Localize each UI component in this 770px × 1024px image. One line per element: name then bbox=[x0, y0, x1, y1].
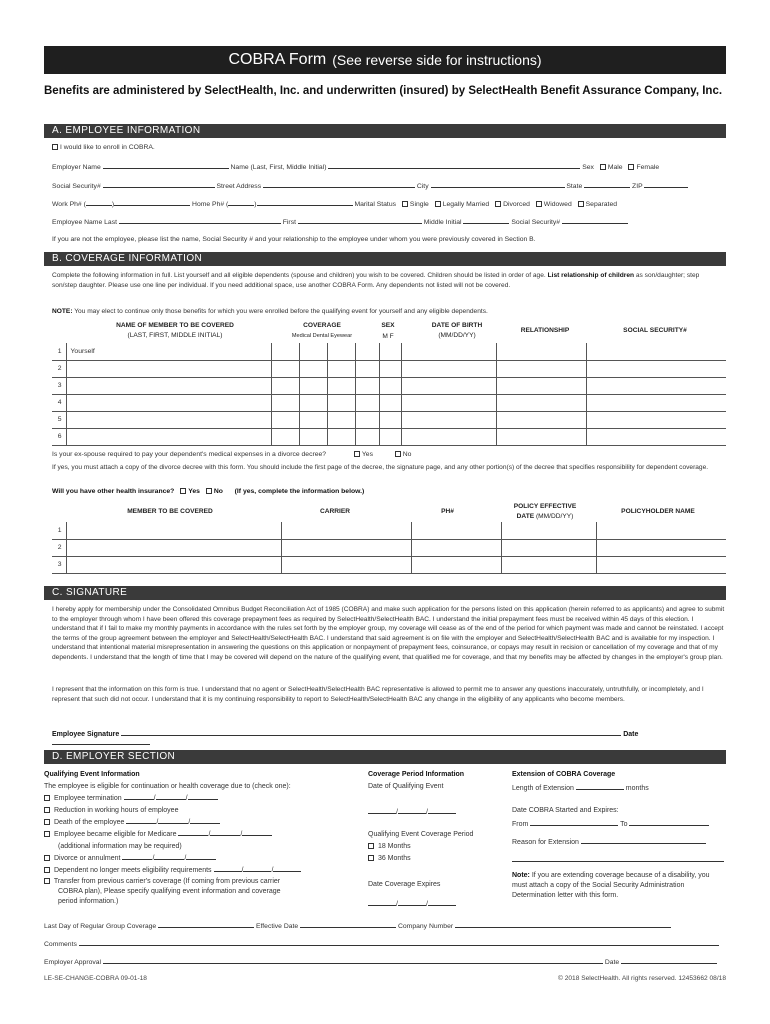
qe-date-dd[interactable] bbox=[398, 807, 426, 814]
other-insurance-note: (If yes, complete the information below.) bbox=[234, 488, 365, 495]
qe-dependent-mm[interactable] bbox=[214, 865, 242, 872]
last-day-field[interactable] bbox=[158, 921, 254, 928]
divorced-label: Divorced bbox=[503, 201, 530, 208]
qe-termination-mm[interactable] bbox=[124, 793, 154, 800]
qe-medicare: Employee became eligible for Medicare / / bbox=[44, 829, 359, 841]
header-policyholder: POLICYHOLDER NAME bbox=[621, 508, 695, 515]
qe-medicare-checkbox[interactable] bbox=[44, 831, 50, 837]
divorce-note: If yes, you must attach a copy of the divorce decree with this form. You should include the first page of the decree, the signature page, and any other portion(s) of the decree that specifies responsibility for dependent coverage. bbox=[52, 464, 709, 471]
dependent-field-cell[interactable] bbox=[299, 343, 327, 360]
signature-paragraph-1: I hereby apply for membership under the Consolidated Omnibus Budget Reconciliation Act of 1985 (COBRA) and make such application for the persons listed on this application (herein referred to as applicants) and agree to submit to the employer through whom I have been offered this coverage prepayment fees as required by SelectHealth/SelectHealth BAC. I understand the initial prepayment fees must be received within 45 days of this election. I understand that if I fail to make my monthly payments in accordance with the rules set forth by the employer group, my coverage will cease as of the end of the period for which payment was made and cannot be reinstated. I accept the terms of the group agreement between the employer and SelectHealth/SelectHealth BAC. I understand that said agreement is on file with the employer and SelectHealth/SelectHealth BAC and is available for my inspection. I understand that intentional material misrepresentation in answering the questions on this application or nonpayment of prepayment fees, coinsurance, or copays may result in recision or cancellation of my coverage and that of my dependents. I understand that the length of time that I may be covered will depend on the nature of the qualifying event, that qualified me for coverage, and that my benefits may be affected by changes in the employer's group plan. bbox=[52, 606, 725, 661]
ex-spouse-no-label: No bbox=[402, 451, 412, 458]
qe-divorce-mm[interactable] bbox=[122, 853, 152, 860]
qe-divorce-dd[interactable] bbox=[154, 853, 184, 860]
dependent-name-cell[interactable] bbox=[66, 377, 271, 394]
extension-length-field[interactable] bbox=[576, 783, 624, 790]
period-18-checkbox[interactable] bbox=[368, 843, 374, 849]
dependent-field-cell[interactable] bbox=[271, 377, 299, 394]
zip-label: ZIP bbox=[632, 183, 643, 190]
insurance-row-number: 2 bbox=[52, 539, 66, 556]
extension-reason-field[interactable] bbox=[581, 837, 706, 844]
dependent-field-cell[interactable] bbox=[496, 377, 586, 394]
dependent-field-cell[interactable] bbox=[379, 343, 401, 360]
widowed-label: Widowed bbox=[543, 201, 572, 208]
approval-date-field[interactable] bbox=[621, 957, 717, 964]
ex-spouse-no-checkbox[interactable] bbox=[395, 451, 401, 457]
extension-from-label: From bbox=[512, 821, 529, 828]
header-policy-date bbox=[500, 513, 590, 520]
note-text: You may elect to continue only those benefits for which you were enrolled before the qualifying event for yourself and any eligible dependents. bbox=[74, 308, 488, 315]
qualifying-event-date-row: / / bbox=[368, 807, 503, 819]
extension-reason-row bbox=[512, 837, 726, 849]
dependent-field-cell[interactable] bbox=[355, 394, 379, 411]
employee-ssn-field[interactable] bbox=[562, 217, 628, 224]
approval-date-label: Date bbox=[604, 959, 620, 966]
dependent-row-number: 1 bbox=[52, 343, 66, 360]
qe-dependent-label: Dependent no longer meets eligibility requirements bbox=[53, 867, 212, 874]
header-ssn: SOCIAL SECURITY# bbox=[623, 327, 687, 334]
employee-first-label: First bbox=[282, 219, 296, 226]
extension-note-label: Note: bbox=[512, 872, 530, 879]
dependent-name-cell[interactable] bbox=[66, 428, 271, 445]
work-area-code-field[interactable] bbox=[86, 199, 112, 206]
male-checkbox[interactable] bbox=[600, 164, 606, 170]
qe-medicare-dd[interactable] bbox=[210, 829, 240, 836]
dependent-name-cell[interactable] bbox=[66, 360, 271, 377]
insurance-field-cell[interactable] bbox=[281, 522, 411, 539]
signature-paragraph-2: I represent that the information on this form is true. I understand that no agent or SelectHealth/SelectHealth BAC representative is allowed to permit me to answer any questions inaccurately, untruthfully, or incompletely, and I represent that such did not occur. I understand that it is my continuing responsibility to report to SelectHealth/SelectHealth BAC any change in the eligibility of any applicants who become members. bbox=[52, 686, 704, 703]
other-insurance-row bbox=[52, 488, 726, 495]
dependents-table bbox=[52, 343, 726, 446]
insurance-field-cell[interactable] bbox=[501, 539, 596, 556]
employee-last-field[interactable] bbox=[119, 217, 281, 224]
other-insurance-yes-label: Yes bbox=[188, 488, 200, 495]
section-a-note: If you are not the employee, please list the name, Social Security # and your relationship to the employee under whom you were previously covered in Section B. bbox=[52, 236, 536, 243]
qe-transfer-checkbox[interactable] bbox=[44, 878, 50, 884]
separated-label: Separated bbox=[585, 201, 618, 208]
dependent-field-cell[interactable] bbox=[401, 428, 496, 445]
dependent-name-cell[interactable]: Yourself bbox=[66, 343, 271, 360]
period-18-label: 18 Months bbox=[377, 843, 411, 850]
extension-started-label: Date COBRA Started and Expires: bbox=[512, 807, 619, 814]
dependent-field-cell[interactable] bbox=[401, 394, 496, 411]
dependent-field-cell[interactable] bbox=[355, 428, 379, 445]
qe-death: Death of the employee / / bbox=[44, 817, 359, 829]
employer-approval-field[interactable] bbox=[103, 957, 603, 964]
dependent-row-number: 3 bbox=[52, 377, 66, 394]
insurance-field-cell[interactable] bbox=[281, 556, 411, 573]
dependent-row-number: 5 bbox=[52, 411, 66, 428]
qe-death-dd[interactable] bbox=[158, 817, 188, 824]
city-field[interactable] bbox=[431, 181, 565, 188]
employer-approval-label: Employer Approval bbox=[44, 959, 102, 966]
qe-medicare-mm[interactable] bbox=[178, 829, 208, 836]
dependent-field-cell[interactable] bbox=[327, 394, 355, 411]
insurance-row bbox=[52, 539, 726, 556]
state-label: State bbox=[566, 183, 583, 190]
extension-months-label: months bbox=[625, 785, 649, 792]
dependent-field-cell[interactable] bbox=[299, 411, 327, 428]
dependent-field-cell[interactable] bbox=[401, 377, 496, 394]
dependent-field-cell[interactable] bbox=[299, 377, 327, 394]
married-label: Legally Married bbox=[442, 201, 490, 208]
home-phone-field[interactable] bbox=[257, 199, 353, 206]
single-label: Single bbox=[409, 201, 429, 208]
section-b-intro bbox=[52, 271, 726, 290]
qe-transfer-label: Transfer from previous carrier's coverage (If coming from previous carrier bbox=[53, 878, 281, 885]
dependent-field-cell[interactable] bbox=[586, 428, 726, 445]
insurance-field-cell[interactable] bbox=[66, 539, 281, 556]
dependent-field-cell[interactable] bbox=[379, 377, 401, 394]
name-field[interactable] bbox=[328, 162, 580, 169]
qualifying-event-title: Qualifying Event Information bbox=[44, 771, 140, 778]
employer-approval-row bbox=[44, 957, 726, 966]
coverage-period-column bbox=[368, 769, 503, 911]
dependent-row bbox=[52, 343, 726, 360]
qe-medicare-yy[interactable] bbox=[242, 829, 272, 836]
qe-transfer-line3: period information.) bbox=[58, 898, 119, 905]
insurance-field-cell[interactable] bbox=[596, 556, 726, 573]
insurance-field-cell[interactable] bbox=[596, 522, 726, 539]
extension-reason-label: Reason for Extension bbox=[512, 839, 579, 846]
dependent-field-cell[interactable] bbox=[271, 394, 299, 411]
dependent-row bbox=[52, 377, 726, 394]
company-number-field[interactable] bbox=[455, 921, 671, 928]
qe-medicare-note: (additional information may be required) bbox=[58, 843, 182, 850]
intro-text-1: Complete the following information in full. List yourself and all eligible dependents (spouse and children) you wish to be covered. Children should be listed in order of age. bbox=[52, 272, 546, 279]
dependent-field-cell[interactable] bbox=[327, 377, 355, 394]
dependent-field-cell[interactable] bbox=[299, 394, 327, 411]
dependent-field-cell[interactable] bbox=[271, 411, 299, 428]
marital-status-label: Marital Status bbox=[354, 201, 397, 208]
insurance-row-number: 3 bbox=[52, 556, 66, 573]
dependent-field-cell[interactable] bbox=[586, 377, 726, 394]
qualifying-event-column bbox=[44, 769, 359, 907]
header-ins-ph: PH# bbox=[441, 508, 454, 515]
street-field[interactable] bbox=[263, 181, 415, 188]
extension-to-field[interactable] bbox=[629, 819, 709, 826]
dependent-field-cell[interactable] bbox=[496, 360, 586, 377]
qe-medicare-label: Employee became eligible for Medicare bbox=[53, 831, 177, 838]
qe-termination-label: Employee termination bbox=[53, 795, 122, 802]
header-coverage: COVERAGE bbox=[303, 322, 341, 329]
employee-first-field[interactable] bbox=[298, 217, 422, 224]
ex-spouse-yes-checkbox[interactable] bbox=[354, 451, 360, 457]
period-36-checkbox[interactable] bbox=[368, 855, 374, 861]
dependent-field-cell[interactable] bbox=[327, 428, 355, 445]
intro-bold: List relationship of children bbox=[547, 272, 635, 279]
enroll-row bbox=[52, 144, 726, 151]
dependent-field-cell[interactable] bbox=[496, 343, 586, 360]
comments-row bbox=[44, 939, 726, 948]
period-36-label: 36 Months bbox=[377, 855, 411, 862]
married-checkbox[interactable] bbox=[435, 201, 441, 207]
qe-divorce-label: Divorce or annulment bbox=[53, 855, 121, 862]
dependent-field-cell[interactable] bbox=[379, 360, 401, 377]
street-label: Street Address bbox=[216, 183, 262, 190]
insurance-row bbox=[52, 522, 726, 539]
insurance-field-cell[interactable] bbox=[281, 539, 411, 556]
policy-date-word: DATE bbox=[516, 513, 535, 520]
insurance-field-cell[interactable] bbox=[411, 556, 501, 573]
benefits-statement: Benefits are administered by SelectHealth, Inc. and underwritten (insured) by SelectHealth Benefit Assurance Company, Inc. bbox=[44, 85, 723, 97]
work-phone-field[interactable] bbox=[114, 199, 190, 206]
qe-divorce-yy[interactable] bbox=[186, 853, 216, 860]
other-insurance-no-checkbox[interactable] bbox=[206, 488, 212, 494]
separated-checkbox[interactable] bbox=[578, 201, 584, 207]
qe-dependent: Dependent no longer meets eligibility requirements / / bbox=[44, 865, 359, 877]
dependent-field-cell[interactable] bbox=[401, 411, 496, 428]
state-field[interactable] bbox=[584, 181, 630, 188]
qe-termination-dd[interactable] bbox=[156, 793, 186, 800]
dependent-field-cell[interactable] bbox=[379, 428, 401, 445]
dependent-name-cell[interactable] bbox=[66, 411, 271, 428]
comments-field[interactable] bbox=[79, 939, 719, 946]
employee-middle-label: Middle Initial bbox=[423, 219, 462, 226]
dependent-field-cell[interactable] bbox=[327, 360, 355, 377]
header-sex-sub: M F bbox=[382, 333, 394, 340]
period-36-row bbox=[368, 853, 503, 865]
work-phone-label: Work Ph# ( bbox=[52, 201, 86, 208]
other-insurance-yes-checkbox[interactable] bbox=[180, 488, 186, 494]
form-title: COBRA Form bbox=[228, 51, 327, 68]
dependent-field-cell[interactable] bbox=[299, 428, 327, 445]
qe-dependent-checkbox[interactable] bbox=[44, 867, 50, 873]
insurance-field-cell[interactable] bbox=[411, 522, 501, 539]
extension-length-row bbox=[512, 783, 726, 795]
section-d-heading: D. EMPLOYER SECTION bbox=[44, 750, 726, 764]
dependent-field-cell[interactable] bbox=[379, 411, 401, 428]
qe-death-checkbox[interactable] bbox=[44, 819, 50, 825]
coverage-expires-label: Date Coverage Expires bbox=[368, 881, 441, 888]
employee-signature-row bbox=[52, 729, 726, 747]
widowed-checkbox[interactable] bbox=[536, 201, 542, 207]
form-subtitle: (See reverse side for instructions) bbox=[332, 52, 542, 68]
female-label: Female bbox=[636, 164, 660, 171]
qe-termination: Employee termination / / bbox=[44, 793, 359, 805]
header-coverage-sub: Medical Dental Eyewear bbox=[291, 333, 353, 339]
header-policy-effective: POLICY EFFECTIVE bbox=[513, 503, 577, 510]
employee-name-row bbox=[52, 217, 726, 226]
qe-death-mm[interactable] bbox=[126, 817, 156, 824]
signature-date-label: Date bbox=[623, 731, 639, 738]
expires-yy[interactable] bbox=[428, 899, 456, 906]
dependent-field-cell[interactable] bbox=[379, 394, 401, 411]
qe-termination-yy[interactable] bbox=[188, 793, 218, 800]
dependent-field-cell[interactable] bbox=[355, 343, 379, 360]
qe-death-label: Death of the employee bbox=[53, 819, 125, 826]
dependent-row bbox=[52, 428, 726, 445]
insurance-field-cell[interactable] bbox=[411, 539, 501, 556]
dependent-row bbox=[52, 360, 726, 377]
qe-dependent-dd[interactable] bbox=[243, 865, 271, 872]
last-day-label: Last Day of Regular Group Coverage bbox=[44, 923, 157, 930]
dependent-field-cell[interactable] bbox=[355, 377, 379, 394]
intro-text-2: as son/daughter; step son/step daughter. Please use one line per individual. If you need additional space, use another COBRA Form. Any dependents not listed will not be covered. bbox=[52, 272, 700, 289]
dependent-row-number: 6 bbox=[52, 428, 66, 445]
extension-from-to-row bbox=[512, 819, 726, 831]
coverage-expires-row: / / bbox=[368, 899, 503, 911]
insurance-field-cell[interactable] bbox=[501, 556, 596, 573]
qe-reduction bbox=[44, 805, 359, 817]
qe-date-mm[interactable] bbox=[368, 807, 396, 814]
dependent-field-cell[interactable] bbox=[401, 360, 496, 377]
header-ins-member: MEMBER TO BE COVERED bbox=[127, 508, 213, 515]
other-insurance-table bbox=[52, 522, 726, 574]
extension-note bbox=[512, 871, 726, 901]
zip-field[interactable] bbox=[644, 181, 688, 188]
header-relationship: RELATIONSHIP bbox=[520, 327, 570, 334]
insurance-field-cell[interactable] bbox=[66, 556, 281, 573]
header-dob: DATE OF BIRTH bbox=[431, 322, 483, 329]
dependent-field-cell[interactable] bbox=[496, 411, 586, 428]
dependent-field-cell[interactable] bbox=[327, 411, 355, 428]
coverage-period-title: Coverage Period Information bbox=[368, 771, 465, 778]
dependent-field-cell[interactable] bbox=[299, 360, 327, 377]
footer-copyright: © 2018 SelectHealth. All rights reserved. 12453662 08/18 bbox=[558, 975, 726, 982]
dependent-row-number: 4 bbox=[52, 394, 66, 411]
home-phone-label: Home Ph# ( bbox=[192, 201, 229, 208]
employer-name-row bbox=[52, 162, 726, 171]
qe-reduction-label: Reduction in working hours of employee bbox=[53, 807, 179, 814]
qe-coverage-period-label: Qualifying Event Coverage Period bbox=[368, 831, 474, 838]
name-label: Name (Last, First, Middle Initial) bbox=[230, 164, 327, 171]
dependent-field-cell[interactable] bbox=[271, 428, 299, 445]
extension-to-label: To bbox=[620, 821, 628, 828]
dependent-field-cell[interactable] bbox=[355, 360, 379, 377]
last-day-row bbox=[44, 921, 726, 930]
qe-transfer bbox=[44, 877, 359, 887]
header-dob-sub: (MM/DD/YY) bbox=[438, 332, 476, 339]
other-insurance-no-label: No bbox=[213, 488, 223, 495]
employee-signature-field[interactable] bbox=[121, 729, 621, 736]
qe-divorce-checkbox[interactable] bbox=[44, 855, 50, 861]
other-insurance-question: Will you have other health insurance? bbox=[52, 488, 175, 495]
dependent-field-cell[interactable] bbox=[355, 411, 379, 428]
city-label: City bbox=[416, 183, 429, 190]
dependent-field-cell[interactable] bbox=[496, 394, 586, 411]
qe-divorce: Divorce or annulment / / bbox=[44, 853, 359, 865]
dependent-field-cell[interactable] bbox=[586, 411, 726, 428]
ssn-label: Social Security# bbox=[52, 183, 101, 190]
employer-name-field[interactable] bbox=[103, 162, 229, 169]
qe-transfer-line2: COBRA plan), Please specify qualifying event information and coverage bbox=[58, 888, 281, 895]
extension-column bbox=[512, 769, 726, 901]
dependent-field-cell[interactable] bbox=[586, 360, 726, 377]
extension-title: Extension of COBRA Coverage bbox=[512, 771, 616, 778]
dependent-field-cell[interactable] bbox=[586, 343, 726, 360]
ex-spouse-question: Is your ex-spouse required to pay your dependent's medical expenses in a divorce decree? bbox=[52, 451, 327, 458]
dependent-field-cell[interactable] bbox=[327, 343, 355, 360]
insurance-field-cell[interactable] bbox=[501, 522, 596, 539]
dependent-field-cell[interactable] bbox=[401, 343, 496, 360]
section-b-note bbox=[52, 307, 726, 317]
phone-row: Work Ph# ( ) Home Ph# ( ) Marital Status Single Legally Married Divorced Widowed Separated bbox=[52, 201, 618, 208]
dependent-name-cell[interactable] bbox=[66, 394, 271, 411]
header-member-name-sub: (LAST, FIRST, MIDDLE INITIAL) bbox=[127, 332, 223, 339]
header-member-name: NAME OF MEMBER TO BE COVERED bbox=[116, 322, 234, 329]
dependent-row bbox=[52, 394, 726, 411]
extension-from-field[interactable] bbox=[530, 819, 618, 826]
dependent-row bbox=[52, 411, 726, 428]
company-number-label: Company Number bbox=[397, 923, 454, 930]
qualifying-event-intro: The employee is eligible for continuation or health coverage due to (check one): bbox=[44, 783, 291, 790]
ex-spouse-row bbox=[52, 451, 726, 458]
enroll-label: I would like to enroll in COBRA. bbox=[60, 144, 155, 151]
extension-reason-field-2[interactable] bbox=[512, 855, 724, 862]
address-row bbox=[52, 181, 726, 190]
sex-label: Sex bbox=[582, 164, 594, 171]
insurance-row bbox=[52, 556, 726, 573]
insurance-field-cell[interactable] bbox=[66, 522, 281, 539]
male-label: Male bbox=[607, 164, 623, 171]
employee-middle-field[interactable] bbox=[463, 217, 509, 224]
dependent-field-cell[interactable] bbox=[271, 360, 299, 377]
extension-note-text: If you are extending coverage because of a disability, you must attach a copy of the Social Security Administration Determination letter with this form. bbox=[512, 872, 710, 899]
form-title-bar bbox=[44, 46, 726, 74]
dependent-field-cell[interactable] bbox=[271, 343, 299, 360]
qe-termination-checkbox[interactable] bbox=[44, 795, 50, 801]
employee-signature-label: Employee Signature bbox=[52, 731, 120, 738]
enroll-checkbox[interactable] bbox=[52, 144, 58, 150]
qe-date-yy[interactable] bbox=[428, 807, 456, 814]
header-ins-carrier: CARRIER bbox=[319, 508, 351, 515]
employee-last-label: Employee Name Last bbox=[52, 219, 117, 226]
expires-mm[interactable] bbox=[368, 899, 396, 906]
qualifying-event-date-label: Date of Qualifying Event bbox=[368, 783, 444, 790]
header-sex: SEX bbox=[381, 322, 395, 329]
extension-length-label: Length of Extension bbox=[512, 785, 574, 792]
section-b-heading: B. COVERAGE INFORMATION bbox=[44, 252, 726, 266]
dependent-field-cell[interactable] bbox=[586, 394, 726, 411]
home-area-code-field[interactable] bbox=[228, 199, 254, 206]
section-c-heading: C. SIGNATURE bbox=[44, 586, 726, 600]
note-label: NOTE: bbox=[52, 308, 73, 315]
qe-dependent-yy[interactable] bbox=[273, 865, 301, 872]
comments-label: Comments bbox=[44, 941, 77, 948]
divorced-checkbox[interactable] bbox=[495, 201, 501, 207]
employer-name-label: Employer Name bbox=[52, 164, 101, 171]
insurance-row-number: 1 bbox=[52, 522, 66, 539]
effective-date-field[interactable] bbox=[300, 921, 396, 928]
qe-death-yy[interactable] bbox=[190, 817, 220, 824]
single-checkbox[interactable] bbox=[402, 201, 408, 207]
insurance-field-cell[interactable] bbox=[596, 539, 726, 556]
dependent-field-cell[interactable] bbox=[496, 428, 586, 445]
expires-dd[interactable] bbox=[398, 899, 426, 906]
ssn-field[interactable] bbox=[103, 181, 215, 188]
dependent-row-number: 2 bbox=[52, 360, 66, 377]
employee-ssn-label: Social Security# bbox=[511, 219, 561, 226]
section-a-heading: A. EMPLOYEE INFORMATION bbox=[44, 124, 726, 138]
ex-spouse-yes-label: Yes bbox=[361, 451, 373, 458]
female-checkbox[interactable] bbox=[628, 164, 634, 170]
footer-form-code: LE-SE-CHANGE-COBRA 09-01-18 bbox=[44, 975, 147, 982]
qe-reduction-checkbox[interactable] bbox=[44, 807, 50, 813]
effective-date-label: Effective Date bbox=[256, 923, 299, 930]
signature-date-field[interactable] bbox=[52, 738, 150, 745]
period-18-row bbox=[368, 841, 503, 853]
policy-date-format: (MM/DD/YY) bbox=[535, 513, 574, 520]
